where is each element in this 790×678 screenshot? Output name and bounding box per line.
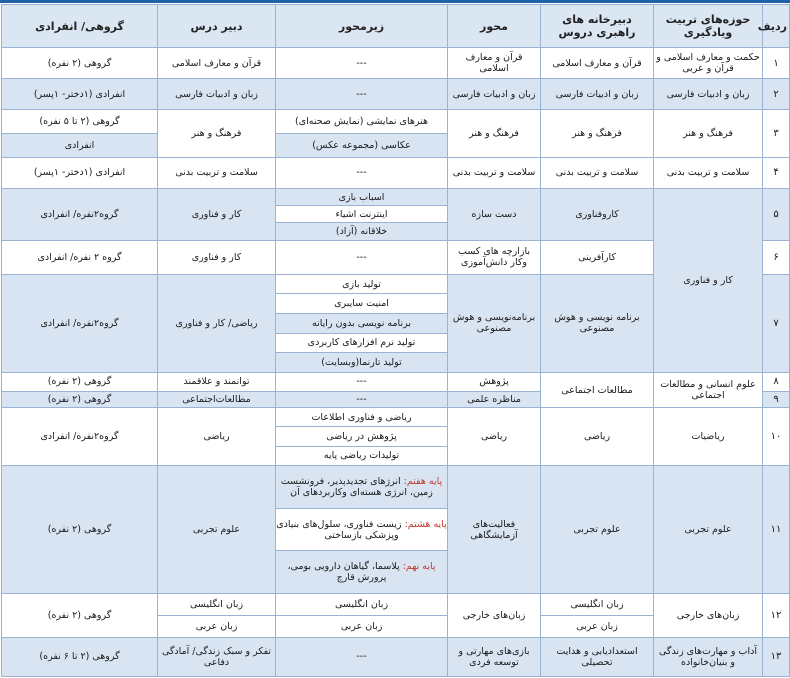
table-cell: ۱۱	[763, 465, 790, 593]
table-cell: ---	[276, 372, 448, 391]
sub-cell: زبان انگلیسی	[158, 594, 275, 616]
table-cell: ریاضی/ کار و فناوری	[158, 274, 276, 372]
program-table	[1, 4, 790, 677]
table-cell: گروهی (۲ نفره)	[2, 465, 158, 593]
header-row-number: ردیف	[763, 5, 790, 48]
table-cell: گروه ۲ نفره/ انفرادی	[2, 240, 158, 274]
subaxis-stack	[276, 188, 448, 240]
sub-cell: تولید بازی	[276, 275, 447, 295]
table-cell: ۵	[763, 188, 790, 240]
table-cell: فعالیت‌های آزمایشگاهی	[448, 465, 541, 593]
subaxis-stack	[276, 110, 448, 158]
table-cell: ۴	[763, 157, 790, 188]
table-cell: گروهی (۲ تا ۶ نفره)	[2, 637, 158, 676]
table-cell: قرآن و معارف اسلامی	[158, 48, 276, 79]
table-cell: استعدادیابی و هدایت تحصیلی	[541, 637, 654, 676]
table-cell: حکمت و معارف اسلامی و قرآن و عربی	[654, 48, 763, 79]
table-cell: علوم انسانی و مطالعات اجتماعی	[654, 372, 763, 407]
sub-cell: زبان عربی	[576, 620, 618, 632]
table-cell: ریاضیات	[654, 408, 763, 466]
table-row	[2, 594, 790, 637]
table-cell: دست سازه	[448, 188, 541, 240]
table-cell: زبان‌های خارجی	[448, 594, 541, 637]
sub-cell: تولید نرم افزارهای کاربردی	[276, 334, 447, 354]
sub-cell: برنامه نویسی بدون رایانه	[276, 314, 447, 334]
table-cell: کاروفناوری	[541, 188, 654, 240]
sub-cell: اسباب بازی	[276, 189, 447, 206]
table-cell: انفرادی (۱دختر- ۱پسر)	[2, 79, 158, 110]
table-cell: بازارچه های کسب وکار دانش‌آموزی	[448, 240, 541, 274]
table-cell: ۱۲	[763, 594, 790, 637]
table-cell: زبان‌های خارجی	[654, 594, 763, 637]
sub-cell: زبان عربی	[340, 620, 383, 632]
table-row	[2, 637, 790, 676]
table-cell: انفرادی (۱دختر- ۱پسر)	[2, 157, 158, 188]
table-row	[2, 372, 790, 391]
table-cell: تفکر و سبک زندگی/ آمادگی دفاعی	[158, 637, 276, 676]
teacher-stack	[158, 594, 276, 637]
table-cell: زبان و ادبیات فارسی	[541, 79, 654, 110]
table-cell: ---	[276, 157, 448, 188]
top-accent-bar	[0, 0, 790, 3]
table-cell: مناظره علمی	[448, 391, 541, 408]
table-row	[2, 157, 790, 188]
table-cell: ---	[276, 48, 448, 79]
sub-cell: عکاسی (مجموعه عکس)	[276, 134, 447, 157]
group-stack	[2, 110, 158, 158]
table-cell: توانمند و علاقمند	[158, 372, 276, 391]
table-cell: فرهنگ و هنر	[448, 110, 541, 158]
table-cell: ۳	[763, 110, 790, 158]
table-row	[2, 48, 790, 79]
table-cell: ۷	[763, 274, 790, 372]
sub-cell: تولید تارنما(وبسایت)	[321, 357, 402, 369]
header-teacher: دبیر درس	[158, 5, 276, 48]
subaxis-stack	[276, 594, 448, 637]
table-cell: برنامه نویسی و هوش مصنوعی	[541, 274, 654, 372]
table-cell: گروه۲نفره/ انفرادی	[2, 188, 158, 240]
table-cell: فرهنگ و هنر	[158, 110, 276, 158]
table-cell: ۱۰	[763, 408, 790, 466]
table-cell: کار و فناوری	[654, 188, 763, 372]
table-row	[2, 110, 790, 158]
table-cell: علوم تجربی	[541, 465, 654, 593]
table-cell: سلامت و تربیت بدنی	[654, 157, 763, 188]
table-cell: گروه۲نفره/ انفرادی	[2, 408, 158, 466]
secretariat-stack	[541, 594, 654, 637]
table-cell: ۸	[763, 372, 790, 391]
header-group: گروهی/ انفرادی	[2, 5, 158, 48]
sub-cell: خلاقانه (آزاد)	[335, 226, 388, 238]
table-cell: گروه۲نفره/ انفرادی	[2, 274, 158, 372]
sub-cell: زبان انگلیسی	[541, 594, 653, 616]
header-secretariat: دبیرخانه های راهبری دروس	[541, 5, 654, 48]
header-subaxis: زیرمحور	[276, 5, 448, 48]
sub-cell: پایه نهم: پلاسما، گیاهان دارویی بومی، پرورش قارچ	[287, 561, 436, 584]
subaxis-stack	[276, 274, 448, 372]
sub-cell: پایه هفتم: انرژهای تجدیدپذیر، فرونشست زمین، انرژی هسته‌ای وکاربردهای آن	[276, 466, 447, 509]
sub-cell: ریاضی و فناوری اطلاعات	[276, 408, 447, 427]
table-cell: کار و فناوری	[158, 188, 276, 240]
subaxis-stack	[276, 465, 448, 593]
sub-cell: زبان عربی	[195, 620, 238, 632]
subaxis-stack	[276, 408, 448, 466]
table-cell: ریاضی	[448, 408, 541, 466]
table-cell: ---	[276, 637, 448, 676]
header-axis: محور	[448, 5, 541, 48]
header-row	[2, 5, 790, 48]
table-cell: ---	[276, 79, 448, 110]
sub-cell: هنرهای نمایشی (نمایش صحنه‌ای)	[276, 110, 447, 134]
table-cell: مطالعات اجتماعی	[541, 372, 654, 407]
table-cell: زبان و ادبیات فارسی	[654, 79, 763, 110]
sub-cell: گروهی (۲ تا ۵ نفره)	[2, 110, 157, 134]
sub-cell: انفرادی	[2, 134, 157, 157]
table-cell: ۶	[763, 240, 790, 274]
table-cell: ۹	[763, 391, 790, 408]
table-cell: سلامت و تربیت بدنی	[448, 157, 541, 188]
sub-cell: اینترنت اشیاء	[276, 206, 447, 223]
table-cell: ۱۳	[763, 637, 790, 676]
table-cell: ---	[276, 240, 448, 274]
table-cell: کار و فناوری	[158, 240, 276, 274]
table-row	[2, 465, 790, 593]
table-cell: گروهی (۲ نفره)	[2, 391, 158, 408]
table-row	[2, 408, 790, 466]
sub-cell: تولیدات ریاضی پایه	[323, 450, 400, 462]
table-cell: علوم تجربی	[654, 465, 763, 593]
table-cell: ریاضی	[541, 408, 654, 466]
table-cell: برنامه‌نویسی و هوش مصنوعی	[448, 274, 541, 372]
table-cell: فرهنگ و هنر	[541, 110, 654, 158]
table-row	[2, 79, 790, 110]
table-cell: ۲	[763, 79, 790, 110]
table-cell: سلامت و تربیت بدنی	[158, 157, 276, 188]
sub-cell: امنیت سایبری	[276, 294, 447, 314]
table-cell: بازی‌های مهارتی و توسعه فردی	[448, 637, 541, 676]
header-domains: حوزه‌های تربیت ویادگیری	[654, 5, 763, 48]
table-cell: سلامت و تربیت بدنی	[541, 157, 654, 188]
table-cell: قرآن و معارف اسلامی	[448, 48, 541, 79]
sub-cell: پایه هشتم: زیست فناوری، سلول‌های بنیادی وپزشکی بازساختی	[276, 509, 447, 552]
table-cell: علوم تجربی	[158, 465, 276, 593]
table-cell: کارآفرینی	[541, 240, 654, 274]
table-cell: مطالعات‌اجتماعی	[158, 391, 276, 408]
sub-cell: زبان انگلیسی	[276, 594, 447, 616]
table-cell: ---	[276, 391, 448, 408]
table-cell: ۱	[763, 48, 790, 79]
table-cell: گروهی (۲ نفره)	[2, 594, 158, 637]
table-cell: پژوهش	[448, 372, 541, 391]
table-cell: گروهی (۲ نفره)	[2, 48, 158, 79]
table-cell: فرهنگ و هنر	[654, 110, 763, 158]
table-cell: قرآن و معارف اسلامی	[541, 48, 654, 79]
sub-cell: پژوهش در ریاضی	[276, 427, 447, 446]
table-cell: زبان و ادبیات فارسی	[158, 79, 276, 110]
table-cell: گروهی (۲ نفره)	[2, 372, 158, 391]
table-cell: ریاضی	[158, 408, 276, 466]
table-row	[2, 188, 790, 240]
table-cell: زبان و ادبیات فارسی	[448, 79, 541, 110]
table-cell: آداب و مهارت‌های زندگی و بنیان‌خانواده	[654, 637, 763, 676]
